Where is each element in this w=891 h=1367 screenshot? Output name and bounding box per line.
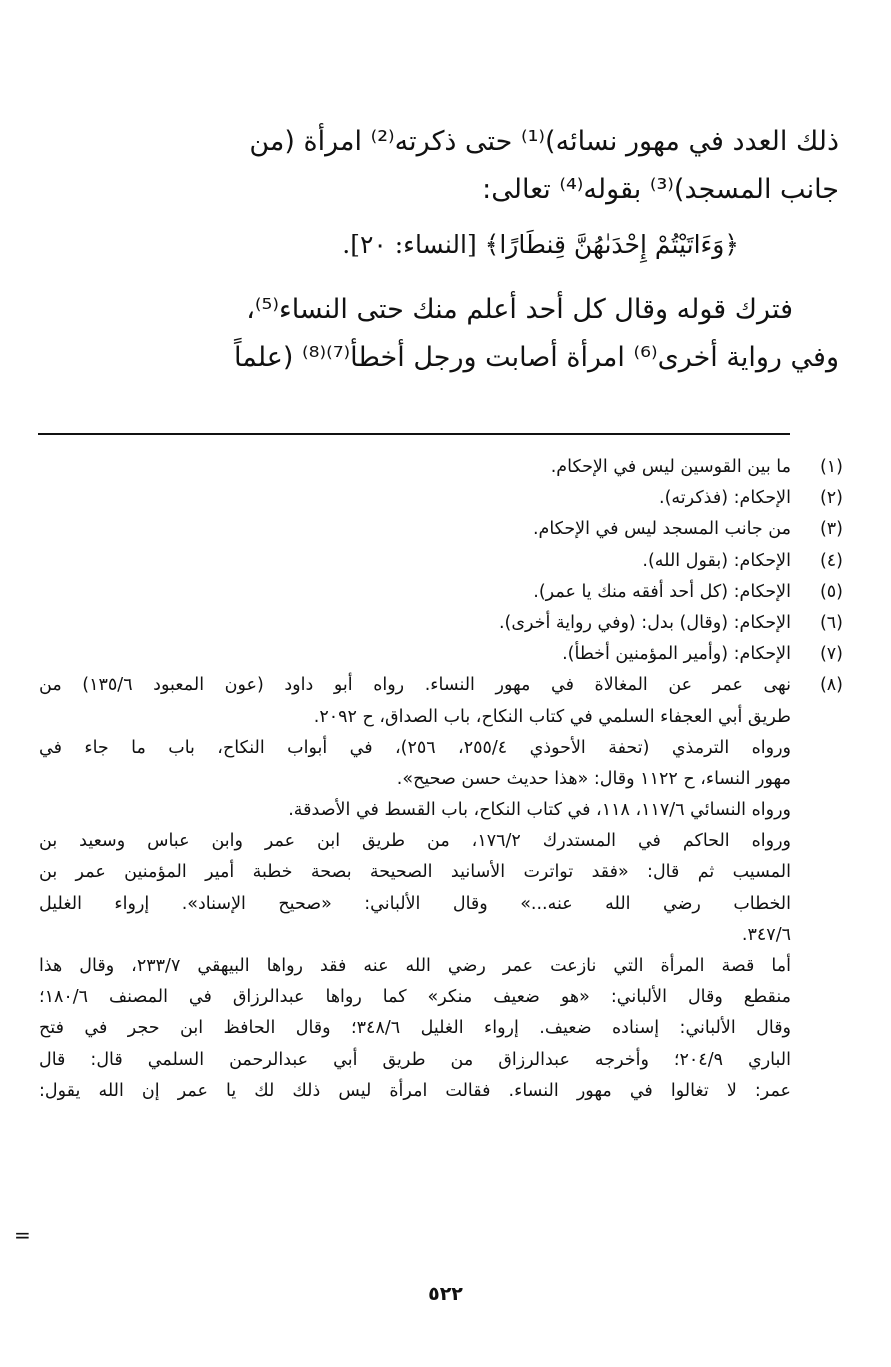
footnote-6 xyxy=(39,608,843,639)
footnote-7 xyxy=(39,639,843,670)
continuation-mark: = xyxy=(14,1223,31,1247)
footnote-3 xyxy=(39,514,843,545)
footnote-text: مهور النساء، ح ١١٢٢ وقال: «هذا حديث حسن صحيح». xyxy=(396,768,791,789)
footnote-text: طريق أبي العجفاء السلمي في كتاب النكاح، باب الصداق، ح ٢٠٩٢. xyxy=(313,706,791,727)
footnote-text: وقال الألباني: إسناده ضعيف. إرواء الغليل ٣٤٨/٦؛ وقال الحافظ ابن حجر في فتح xyxy=(39,1018,791,1039)
footnote-text: ما بين القوسين ليس في الإحكام. xyxy=(550,457,791,477)
footnote-number: (١) xyxy=(819,457,843,477)
footnote-number: (٦) xyxy=(819,612,843,633)
footnote-number: (٤) xyxy=(819,550,843,571)
footnote-text: ورواه الترمذي (تحفة الأحوذي ٢٥٥/٤، ٢٥٦)، في أبواب النكاح، باب ما جاء في xyxy=(39,737,791,758)
main-line-5: وفي رواية أخرى⁽⁶⁾ امرأة أصابت ورجل أخطأ⁽⁷⁾⁽⁸⁾ (علماً xyxy=(233,342,839,373)
footnote-text: ورواه الحاكم في المستدرك ١٧٦/٢، من طريق ابن عمر وابن عباس وسعيد بن xyxy=(39,831,791,852)
footnote-2 xyxy=(39,483,843,514)
footnote-number: (٢) xyxy=(819,488,843,509)
footnote-text: نهى عمر عن المغالاة في مهور النساء. رواه أبو داود (عون المعبود ١٣٥/٦) من xyxy=(39,675,791,696)
footnotes xyxy=(39,452,843,1107)
footnote-1 xyxy=(39,452,843,483)
footnote-text: الإحكام: (وأمير المؤمنين أخطأ). xyxy=(562,644,791,665)
footnote-number: (٨) xyxy=(819,675,843,696)
footnote-text: الباري ٢٠٤/٩؛ وأخرجه عبدالرزاق من طريق أبي عبدالرحمن السلمي قال: قال xyxy=(39,1049,791,1070)
footnote-number: (٥) xyxy=(819,581,843,602)
main-line-4: فترك قوله وقال كل أحد أعلم منك حتى النساء⁽⁵⁾، xyxy=(246,294,793,325)
footnote-text: منقطع وقال الألباني: «هو ضعيف منكر» كما رواها عبدالرزاق في المصنف ١٨٠/٦؛ xyxy=(39,987,791,1008)
footnote-5 xyxy=(39,577,843,608)
footnote-8 xyxy=(39,670,843,1107)
footnote-divider xyxy=(38,433,790,435)
footnote-text: الإحكام: (بقول الله). xyxy=(642,550,791,571)
footnote-text: أما قصة المرأة التي نازعت عمر رضي الله عنه فقد رواها البيهقي ٢٣٣/٧، وقال هذا xyxy=(39,956,791,976)
footnote-text: المسيب ثم قال: «فقد تواترت الأسانيد الصحيحة بصحة خطبة أمير المؤمنين عمر بن xyxy=(39,862,791,883)
footnote-4 xyxy=(39,546,843,577)
footnote-text: الخطاب رضي الله عنه...» وقال الألباني: «صحيح الإسناد». إرواء الغليل xyxy=(39,893,791,914)
footnote-number: (٣) xyxy=(819,519,843,540)
paragraph-gap xyxy=(49,276,839,286)
main-text xyxy=(49,118,839,382)
quran-verse: ﴿وَءَاتَيْتُمْ إِحْدَىٰهُنَّ قِنطَارًا﴾ [النساء: ٢٠]. xyxy=(342,230,739,259)
footnote-text: الإحكام: (وقال) بدل: (وفي رواية أخرى). xyxy=(498,612,791,633)
page-number: ٥٢٢ xyxy=(428,1283,463,1305)
main-line-1: ذلك العدد في مهور نسائه)⁽¹⁾ حتى ذكرته⁽²⁾ امرأة (من xyxy=(249,126,839,157)
footnote-text: عمر: لا تغالوا في مهور النساء. فقالت امرأة ليس ذلك لك يا عمر إن الله يقول: xyxy=(39,1080,791,1101)
footnote-number: (٧) xyxy=(819,644,843,665)
footnote-text: الإحكام: (فذكرته). xyxy=(659,488,791,509)
footnote-text: ٣٤٧/٦. xyxy=(741,924,791,945)
footnote-text: الإحكام: (كل أحد أفقه منك يا عمر). xyxy=(533,581,791,602)
main-line-2: جانب المسجد)⁽³⁾ بقوله⁽⁴⁾ تعالى: xyxy=(482,174,839,205)
footnote-text: من جانب المسجد ليس في الإحكام. xyxy=(532,519,791,540)
footnote-text: ورواه النسائي ١١٧/٦، ١١٨، في كتاب النكاح، باب القسط في الأصدقة. xyxy=(288,800,791,821)
